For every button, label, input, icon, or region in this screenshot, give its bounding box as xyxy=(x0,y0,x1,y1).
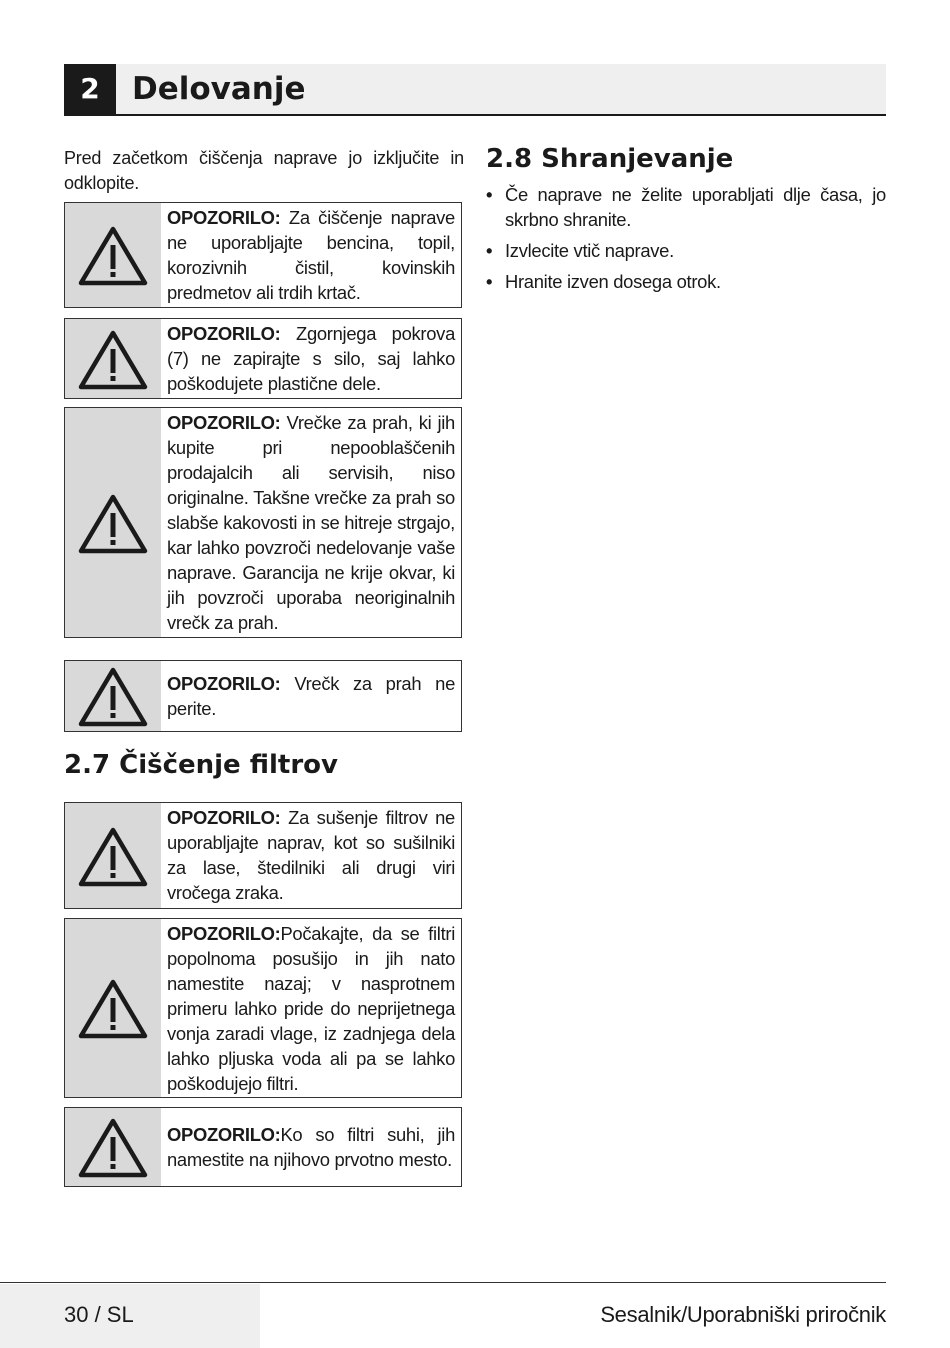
footer-divider xyxy=(0,1282,886,1283)
list-item: • Hranite izven dosega otrok. xyxy=(486,271,721,292)
warning-body: Zgornjega pokrova (7) ne zapirajte s silo, saj lahko poškodujete plastične dele. xyxy=(167,323,455,394)
warning-label: OPOZORILO: xyxy=(167,923,281,944)
section-heading-filters: 2.7 Čiščenje filtrov xyxy=(64,750,338,780)
warning-body: Ko so filtri suhi, jih namestite na njihovo prvotno mesto. xyxy=(167,1124,455,1170)
warning-body: Vrečk za prah ne perite. xyxy=(167,673,455,719)
warning-box xyxy=(64,918,462,1098)
section-heading-storage: 2.8 Shranjevanje xyxy=(486,144,734,174)
warning-text xyxy=(167,671,455,721)
warning-label: OPOZORILO: xyxy=(167,323,281,344)
warning-body: Vrečke za prah, ki jih kupite pri nepooblaščenih prodajalcih ali servisih, niso originalne. Takšne vrečke za prah so slabše kakovosti in se hitreje strgajo, kar lahko povzroči nedelovanje vaše naprave. Garancija ne krije okvar, ki jih povzroči uporaba neoriginalnih vrečk za prah. xyxy=(167,412,455,633)
page-number: 30 / SL xyxy=(64,1302,134,1327)
manual-title: Sesalnik/Uporabniški priročnik xyxy=(600,1302,886,1327)
warning-text xyxy=(167,805,455,905)
warning-text xyxy=(167,321,455,396)
warning-text xyxy=(167,921,455,1096)
chapter-number: 2 xyxy=(64,64,116,114)
warning-label: OPOZORILO: xyxy=(167,412,281,433)
warning-box xyxy=(64,660,462,732)
warning-body: Za čiščenje naprave ne uporabljajte bencina, topil, korozivnih čistil, kovinskih predmetov ali trdih krtač. xyxy=(167,207,455,303)
warning-triangle-icon xyxy=(77,493,149,555)
warning-text xyxy=(167,205,455,305)
warning-label: OPOZORILO: xyxy=(167,1124,281,1145)
warning-triangle-icon xyxy=(77,666,149,728)
chapter-header xyxy=(64,64,886,116)
list-item: • Izvlecite vtič naprave. xyxy=(486,240,674,261)
warning-label: OPOZORILO: xyxy=(167,673,281,694)
left-column xyxy=(64,144,464,1170)
warning-box xyxy=(64,1107,462,1187)
warning-body: Počakajte, da se filtri popolnoma posušijo in jih nato namestite nazaj; v nasprotnem primeru lahko pride do neprijetnega vonja zaradi vlage, iz zadnjega dela lahko pljuska voda ali pa se lahko poškodujejo filtri. xyxy=(167,923,455,1094)
warning-triangle-icon xyxy=(77,826,149,888)
warning-box xyxy=(64,318,462,399)
warning-triangle-icon xyxy=(77,978,149,1040)
warning-triangle-icon xyxy=(77,225,149,287)
warning-box xyxy=(64,202,462,308)
warning-triangle-icon xyxy=(77,329,149,391)
warning-body: Za sušenje filtrov ne uporabljajte naprav, kot so sušilniki za lase, štedilniki ali drugi viri vročega zraka. xyxy=(167,807,455,903)
chapter-title: Delovanje xyxy=(132,71,306,107)
warning-box xyxy=(64,802,462,909)
warning-label: OPOZORILO: xyxy=(167,207,281,228)
warning-box xyxy=(64,407,462,638)
warning-text xyxy=(167,1122,455,1172)
warning-label: OPOZORILO: xyxy=(167,807,281,828)
list-item: • Če naprave ne želite uporabljati dlje časa, jo skrbno shranite. xyxy=(486,184,886,230)
warning-text xyxy=(167,410,455,635)
storage-bullet-list xyxy=(486,182,886,300)
warning-triangle-icon xyxy=(77,1117,149,1179)
intro-paragraph: Pred začetkom čiščenja naprave jo izključite in odklopite. xyxy=(64,148,464,193)
